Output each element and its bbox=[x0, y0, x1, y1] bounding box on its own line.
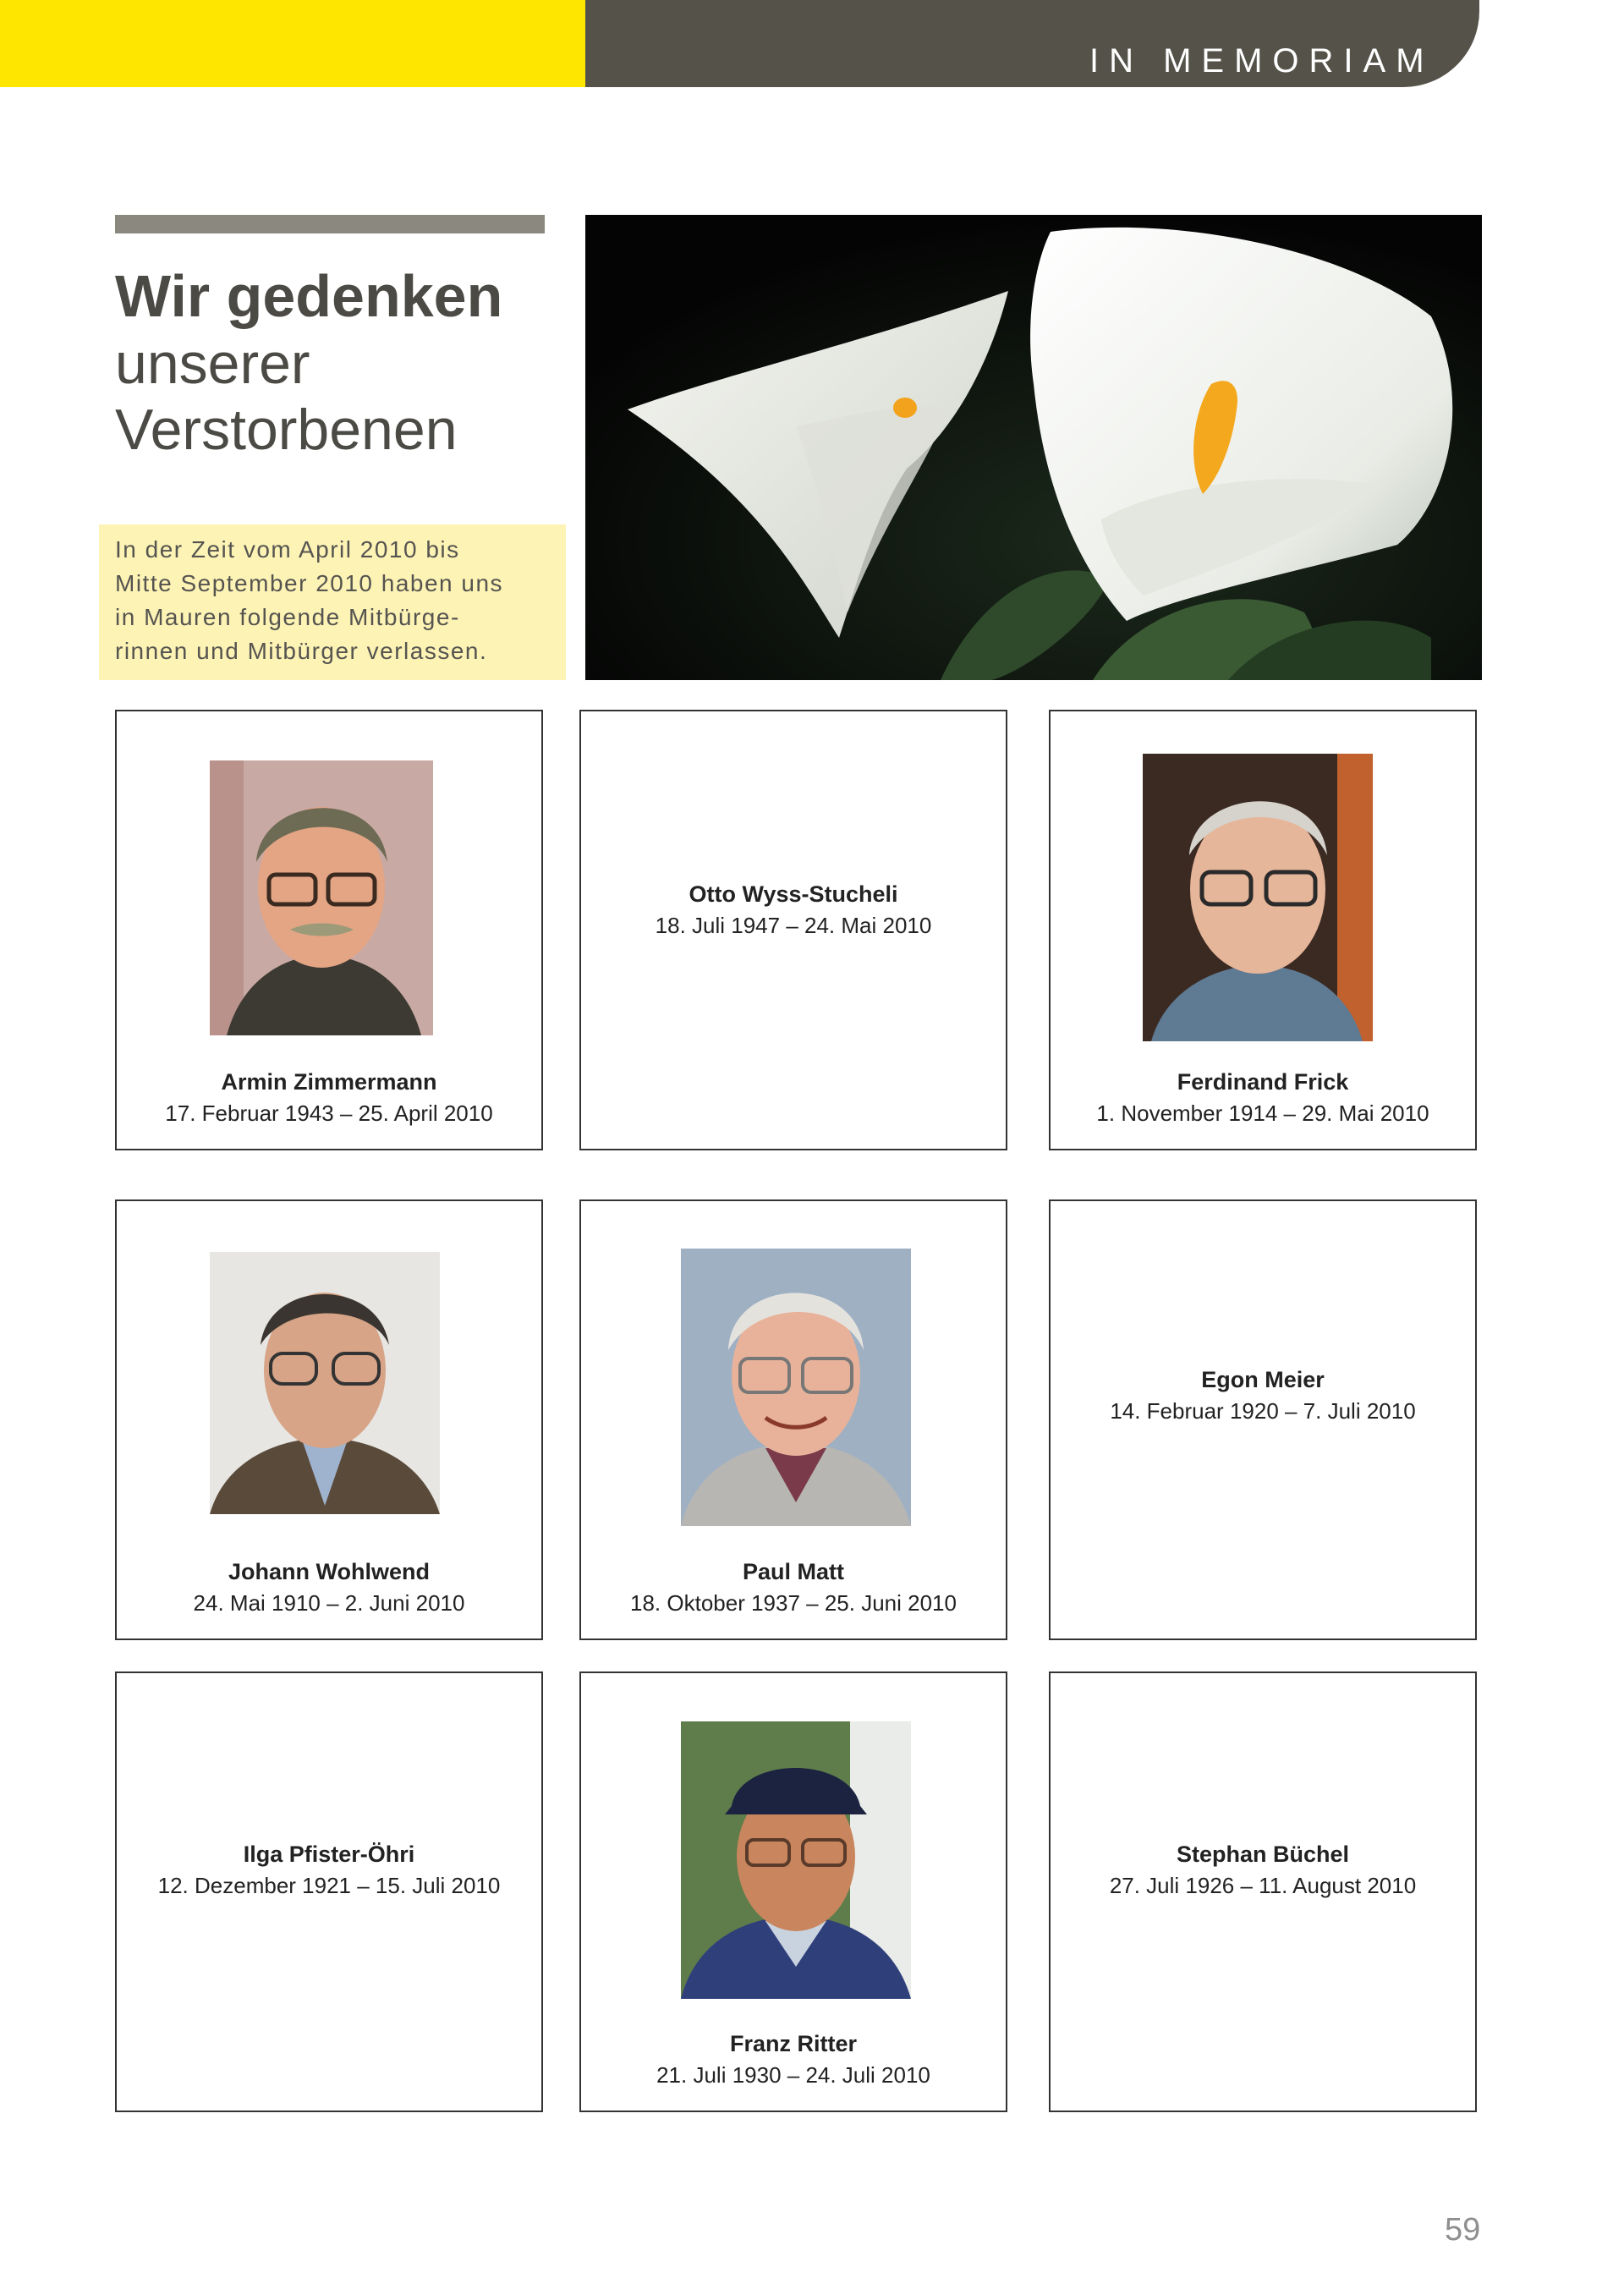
page-number: 59 bbox=[1445, 2212, 1481, 2248]
person-dates: 12. Dezember 1921 – 15. Juli 2010 bbox=[157, 1873, 501, 1898]
person-dates: 14. Februar 1920 – 7. Juli 2010 bbox=[1110, 1398, 1416, 1424]
intro-line: rinnen und Mitbürger verlassen. bbox=[115, 638, 488, 664]
portrait-icon bbox=[681, 1249, 911, 1526]
person-dates: 17. Februar 1943 – 25. April 2010 bbox=[165, 1101, 493, 1126]
intro-line: In der Zeit vom April 2010 bis bbox=[115, 536, 460, 563]
portrait-icon bbox=[1143, 754, 1373, 1041]
heading-line-3: Verstorbenen bbox=[115, 397, 458, 462]
intro-line: in Mauren folgende Mitbürge- bbox=[115, 604, 460, 630]
memorial-card bbox=[579, 710, 1007, 1150]
memorial-card bbox=[1049, 710, 1477, 1150]
person-name: Paul Matt bbox=[742, 1559, 844, 1584]
intro-text-box bbox=[99, 524, 566, 680]
portrait-photo bbox=[210, 1252, 440, 1514]
person-dates: 24. Mai 1910 – 2. Juni 2010 bbox=[193, 1590, 465, 1616]
memorial-card bbox=[115, 1199, 543, 1640]
memorial-card bbox=[115, 710, 543, 1150]
section-title: IN MEMORIAM bbox=[1089, 42, 1435, 80]
person-dates: 18. Juli 1947 – 24. Mai 2010 bbox=[655, 913, 932, 938]
portrait-icon bbox=[210, 1252, 440, 1514]
header-yellow-band bbox=[0, 0, 585, 87]
person-dates: 21. Juli 1930 – 24. Juli 2010 bbox=[656, 2062, 930, 2088]
memorial-card bbox=[1049, 1671, 1477, 2112]
person-dates: 27. Juli 1926 – 11. August 2010 bbox=[1109, 1873, 1417, 1898]
person-dates: 18. Oktober 1937 – 25. Juni 2010 bbox=[630, 1590, 957, 1616]
calla-lily-icon bbox=[585, 215, 1482, 680]
memorial-card bbox=[579, 1671, 1007, 2112]
person-name: Franz Ritter bbox=[729, 2031, 858, 2056]
calla-lily-photo bbox=[585, 215, 1482, 680]
person-name: Ferdinand Frick bbox=[1177, 1069, 1349, 1095]
person-name: Egon Meier bbox=[1201, 1367, 1325, 1392]
person-name: Johann Wohlwend bbox=[228, 1559, 430, 1584]
heading-line-2: unserer bbox=[115, 331, 310, 396]
heading-bold: Wir gedenken bbox=[115, 263, 503, 329]
person-name: Ilga Pfister-Öhri bbox=[243, 1842, 415, 1867]
portrait-photo bbox=[681, 1721, 911, 1999]
person-name: Armin Zimmermann bbox=[221, 1069, 437, 1095]
portrait-photo bbox=[1143, 754, 1373, 1041]
portrait-photo bbox=[681, 1249, 911, 1526]
heading-rule bbox=[115, 215, 545, 233]
page-heading bbox=[115, 262, 502, 463]
memorial-card bbox=[1049, 1199, 1477, 1640]
memorial-card bbox=[115, 1671, 543, 2112]
portrait-icon bbox=[681, 1721, 911, 1999]
person-dates: 1. November 1914 – 29. Mai 2010 bbox=[1096, 1101, 1429, 1126]
intro-line: Mitte September 2010 haben uns bbox=[115, 570, 504, 596]
person-name: Otto Wyss-Stucheli bbox=[689, 881, 898, 907]
person-name: Stephan Büchel bbox=[1176, 1842, 1350, 1867]
portrait-icon bbox=[210, 760, 433, 1035]
memorial-card bbox=[579, 1199, 1007, 1640]
portrait-photo bbox=[210, 760, 433, 1035]
